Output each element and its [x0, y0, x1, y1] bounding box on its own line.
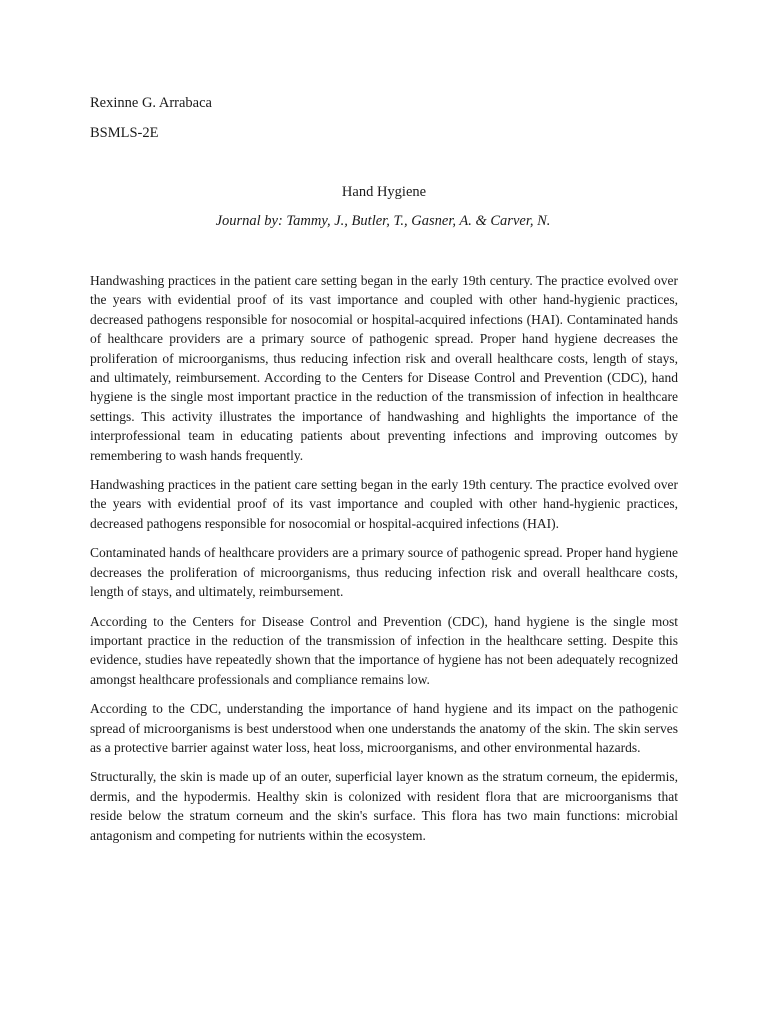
paragraph: According to the CDC, understanding the importance of hand hygiene and its impact on the pathogenic spread of microorganisms is best understood when one understands the anatomy of the skin. The skin serves as a protective barrier against water loss, heat loss, microorganisms, and other environmental hazards.: [90, 701, 678, 755]
paragraph: Handwashing practices in the patient care setting began in the early 19th century. The practice evolved over the years with evidential proof of its vast importance and coupled with other hand-hygienic practices, decreased pathogens responsible for nosocomial or hospital-acquired infections (HAI).: [90, 477, 678, 531]
paragraph: Structurally, the skin is made up of an outer, superficial layer known as the stratum corneum, the epidermis, dermis, and the hypodermis. Healthy skin is colonized with resident flora that are microorganisms that reside below the stratum corneum and the skin's surface. This flora has two main functions: microbial antagonism and competing for nutrients within the ecosystem.: [90, 769, 678, 843]
document-title: Hand Hygiene: [341, 184, 427, 200]
document-body: [90, 271, 678, 1021]
paragraph: Contaminated hands of healthcare providers are a primary source of pathogenic spread. Proper hand hygiene decreases the proliferation of microorganisms, thus reducing infection risk and overall healthcare costs, length of stays, and ultimately, reimbursement.: [90, 545, 678, 600]
paragraph: According to the Centers for Disease Control and Prevention (CDC), hand hygiene is the single most important practice in the reduction of the transmission of infection in the healthcare setting. Despite this evidence, studies have repeatedly shown that the importance of hygiene has not been adequately recognized amongst healthcare professionals and compliance remains low.: [90, 613, 678, 687]
author-name: Rexinne G. Arrabaca: [90, 95, 212, 111]
student-section: BSMLS-2E: [90, 125, 159, 141]
paragraph: Handwashing practices in the patient care setting began in the early 19th century. The practice evolved over the years with evidential proof of its vast importance and coupled with other hand-hygienic practices, decreased pathogens responsible for nosocomial or hospital-acquired infections (HAI). Contaminated hands of healthcare providers are a primary source of pathogenic spread. Proper hand hygiene decreases the proliferation of microorganisms, thus reducing infection risk and overall healthcare costs, length of stays, and ultimately, reimbursement. According to the Centers for Disease Control and Prevention (CDC), hand hygiene is the single most important practice in the reduction of the transmission of infection in healthcare settings. This activity illustrates the importance of handwashing and highlights the importance of the interprofessional team in educating patients about preventing infections and improving outcomes by remembering to wash hands frequently.: [90, 273, 678, 463]
journal-citation: Journal by: Tammy, J., Butler, T., Gasner, A. & Carver, N.: [215, 213, 551, 229]
